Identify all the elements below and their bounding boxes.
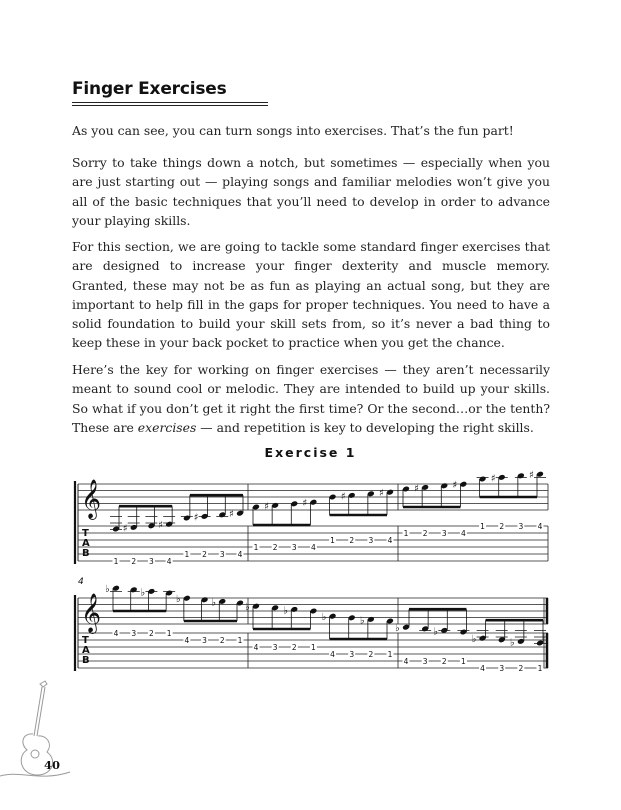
tab-fret-number: 1 [403, 529, 409, 538]
tab-fret-number: 3 [349, 650, 355, 659]
tab-fret-number: 2 [219, 636, 225, 645]
tab-fret-number: 2 [291, 643, 297, 652]
tab-fret-number: 1 [237, 636, 243, 645]
paragraph-4-tail: — and repetition is key to developing the right skills. [196, 419, 534, 435]
sharp-sign: ♯ [193, 512, 199, 524]
tab-letter: A [82, 645, 90, 656]
tab-letter: B [82, 548, 90, 559]
flat-sign: ♭ [283, 605, 289, 617]
flat-sign: ♭ [359, 615, 365, 627]
tab-fret-number: 1 [330, 536, 335, 545]
tab-fret-number: 2 [422, 529, 428, 538]
tab-fret-number: 1 [387, 650, 393, 659]
sharp-sign: ♯ [452, 480, 458, 492]
tab-fret-number: 3 [202, 636, 207, 645]
flat-sign: ♭ [509, 637, 515, 649]
tab-fret-number: 1 [311, 643, 316, 652]
paragraph-2: Sorry to take things down a notch, but sometimes — especially when you are just starting out — playing songs and familiar melodies won’t give you all of the basic techniques that you’ll need to develop in order to advance your playing skills. [72, 155, 550, 228]
measure-number: 4 [78, 577, 84, 587]
tab-fret-number: 1 [480, 522, 485, 531]
sharp-sign: ♯ [229, 509, 234, 521]
tab-fret-number: 4 [403, 657, 409, 666]
sharp-sign: ♯ [158, 520, 163, 532]
paragraph-1: As you can see, you can turn songs into exercises. That’s the fun part! [72, 123, 514, 138]
tab-fret-number: 4 [311, 543, 316, 552]
tab-fret-number: 3 [441, 529, 447, 538]
tab-fret-number: 3 [422, 657, 428, 666]
sharp-sign: ♯ [340, 491, 346, 503]
flat-sign: ♭ [211, 597, 217, 609]
tab-fret-number: 4 [330, 650, 335, 659]
tab-fret-number: 4 [387, 536, 393, 545]
tab-fret-number: 1 [461, 657, 466, 666]
tab-fret-number: 3 [291, 543, 297, 552]
tab-fret-number: 3 [131, 629, 137, 638]
section-heading: Finger Exercises [72, 79, 227, 99]
tab-letter: B [82, 655, 90, 666]
sharp-sign: ♯ [122, 523, 128, 535]
flat-sign: ♭ [433, 626, 439, 638]
tab-fret-number: 3 [272, 643, 278, 652]
tab-fret-number: 4 [184, 636, 190, 645]
tab-fret-number: 4 [480, 664, 485, 673]
flat-sign: ♭ [321, 612, 327, 624]
page-number: 40 [44, 758, 61, 772]
treble-clef: 𝄞 [81, 479, 102, 519]
tab-fret-number: 4 [166, 557, 172, 566]
paragraph-4-text: Here’s the key for working on finger exercises — they aren’t necessarily meant to sound cool or melodic. They are intended to build up your skills. So what if you don’t get it right the first time? Or the second…or the tenth? These are [72, 362, 550, 435]
tab-fret-number: 2 [368, 650, 374, 659]
tab-fret-number: 3 [499, 664, 505, 673]
tab-fret-number: 2 [441, 657, 447, 666]
tab-fret-number: 3 [368, 536, 374, 545]
tab-fret-number: 4 [537, 522, 543, 531]
tab-fret-number: 3 [518, 522, 524, 531]
sharp-sign: ♯ [264, 501, 269, 513]
guitar-icon [0, 678, 80, 788]
tab-fret-number: 4 [113, 629, 119, 638]
flat-sign: ♭ [175, 594, 181, 606]
tab-fret-number: 2 [202, 550, 207, 559]
sharp-sign: ♯ [302, 498, 308, 510]
tab-fret-number: 1 [113, 557, 119, 566]
flat-sign: ♭ [471, 634, 477, 646]
tab-fret-number: 2 [499, 522, 505, 531]
tab-fret-number: 2 [149, 629, 154, 638]
exercise-title: Exercise 1 [264, 445, 357, 460]
sharp-sign: ♯ [529, 470, 534, 482]
tab-letter: T [82, 635, 89, 646]
paragraph-4-emphasis: exercises [137, 419, 197, 435]
tab-fret-number: 3 [219, 550, 225, 559]
sharp-sign: ♯ [414, 483, 419, 495]
sharp-sign: ♯ [490, 473, 496, 485]
tab-fret-number: 1 [166, 629, 172, 638]
tab-fret-number: 4 [461, 529, 466, 538]
tab-fret-number: 2 [131, 557, 137, 566]
flat-sign: ♭ [245, 602, 250, 614]
tab-fret-number: 2 [272, 543, 278, 552]
tab-letter: T [82, 528, 89, 539]
flat-sign: ♭ [140, 587, 146, 599]
tab-fret-number: 2 [349, 536, 355, 545]
tab-fret-number: 3 [149, 557, 154, 566]
paragraph-3: For this section, we are going to tackle some standard finger exercises that are designed to increase your finger dexterity and muscle memory. Granted, these may not be as fun as playing an actual song, but they are important to help fill in the gaps for proper techniques. You need to have a solid foundation to build your skill sets from, so it’s never a bad thing to keep these in your back pocket to practice when you get the chance. [72, 239, 550, 351]
tab-letter: A [82, 538, 90, 549]
tab-fret-number: 2 [518, 664, 524, 673]
tab-fret-number: 1 [253, 543, 259, 552]
tab-fret-number: 4 [237, 550, 243, 559]
flat-sign: ♭ [395, 623, 400, 635]
tab-fret-number: 1 [184, 550, 190, 559]
treble-clef: 𝄞 [81, 593, 102, 633]
tab-fret-number: 4 [253, 643, 259, 652]
tab-fret-number: 1 [537, 664, 543, 673]
sharp-sign: ♯ [379, 488, 384, 500]
flat-sign: ♭ [105, 584, 110, 596]
